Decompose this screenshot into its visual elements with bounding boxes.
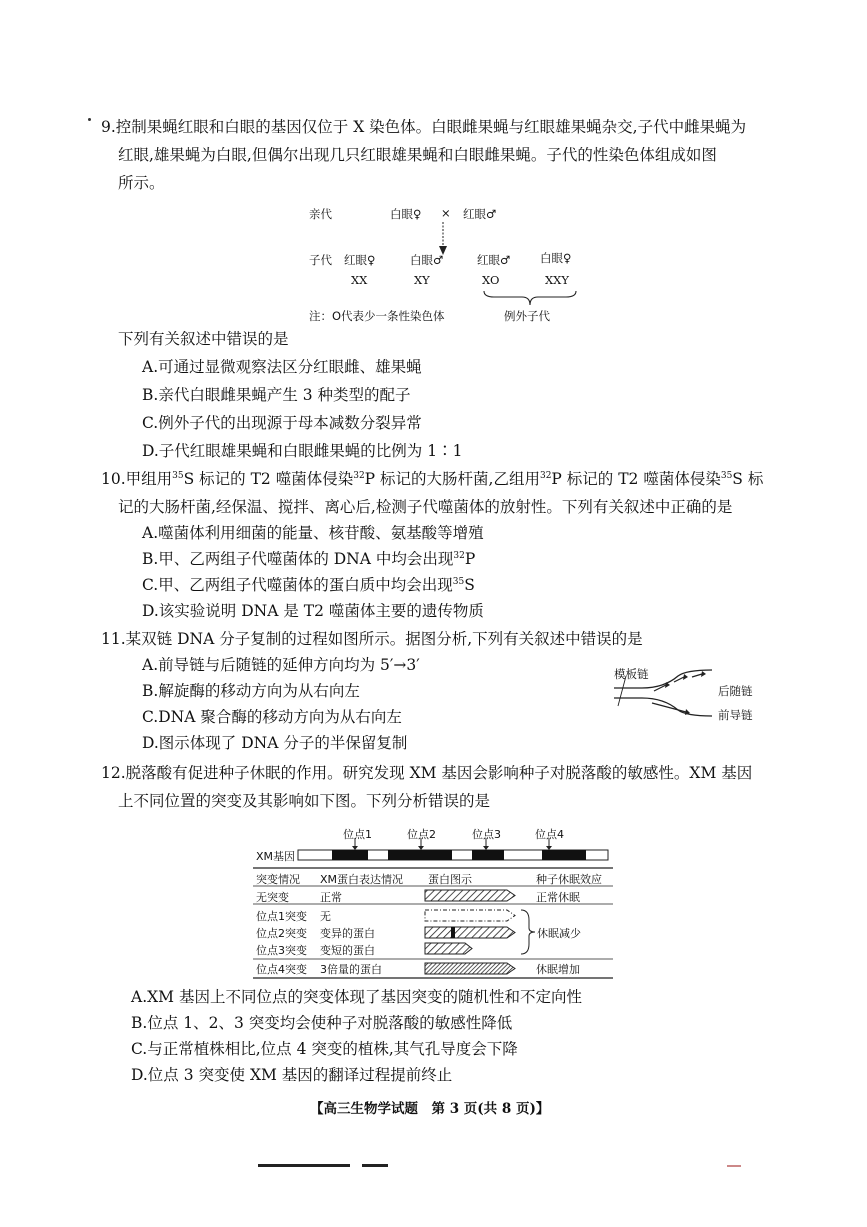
q9-child-3-pheno: 红眼♂ xyxy=(477,253,511,267)
bottom-scan-line-1 xyxy=(258,1164,350,1167)
q11-option-d: D.图示体现了 DNA 分子的半保留复制 xyxy=(142,734,408,752)
q10-option-d: D.该实验说明 DNA 是 T2 噬菌体主要的遗传物质 xyxy=(142,602,484,620)
q9-stem-line3: 所示。 xyxy=(118,174,165,192)
q9-note: 注：O代表少一条性染色体 xyxy=(309,309,445,323)
q9-option-b: B.亲代白眼雌果蝇产生 3 种类型的配子 xyxy=(142,386,411,404)
q12-option-a: A.XM 基因上不同位点的突变体现了基因突变的随机性和不定向性 xyxy=(131,988,582,1006)
q12-row4-expression: 变短的蛋白 xyxy=(320,944,375,957)
q12-site-4: 位点4 xyxy=(535,828,564,841)
q9-child-label: 子代 xyxy=(309,253,332,267)
q12-row3-mutation: 位点2突变 xyxy=(256,927,307,940)
q9-cross-symbol: × xyxy=(441,206,451,220)
q10-option-a: A.噬菌体利用细菌的能量、核苷酸、氨基酸等增殖 xyxy=(142,524,484,542)
q9-exception-label: 例外子代 xyxy=(504,309,550,323)
q12-row5-expression: 3倍量的蛋白 xyxy=(320,963,382,976)
q12-header-effect: 种子休眠效应 xyxy=(536,873,602,886)
q12-row1-expression: 正常 xyxy=(320,891,342,904)
q12-header-expression: XM蛋白表达情况 xyxy=(320,873,404,886)
q12-site-1: 位点1 xyxy=(343,828,372,841)
margin-dot xyxy=(88,118,91,121)
q12-header-protein: 蛋白图示 xyxy=(428,873,472,886)
q10-stem-line1: 10.甲组用$^{35}$S 标记的 T2 噬菌体侵染$^{32}$P 标记的大肠杆菌,乙组用$^{32}$P 标记的 T2 噬菌体侵染$^{35}$S 标 xyxy=(101,470,764,488)
q12-gene-diagram xyxy=(296,838,612,864)
q11-option-c: C.DNA 聚合酶的移动方向为从右向左 xyxy=(142,708,402,726)
q9-child-1-geno: XX xyxy=(351,273,368,287)
bottom-scan-mark xyxy=(727,1165,741,1167)
q12-row1-effect: 正常休眠 xyxy=(536,891,580,904)
q9-exception-brace xyxy=(482,289,578,307)
q9-prompt: 下列有关叙述中错误的是 xyxy=(118,330,289,348)
q12-row2-expression: 无 xyxy=(320,910,331,923)
q12-option-c: C.与正常植株相比,位点 4 突变的植株,其气孔导度会下降 xyxy=(131,1040,518,1058)
q9-cross-arrow xyxy=(436,222,450,256)
q12-option-b: B.位点 1、2、3 突变均会使种子对脱落酸的敏感性降低 xyxy=(131,1014,513,1032)
q9-child-2-geno: XY xyxy=(414,273,430,287)
q12-row5-effect: 休眠增加 xyxy=(536,963,580,976)
q10-option-b: B.甲、乙两组子代噬菌体的 DNA 中均会出现$^{32}$P xyxy=(142,550,476,568)
q12-site-2: 位点2 xyxy=(407,828,436,841)
q9-option-c: C.例外子代的出现源于母本减数分裂异常 xyxy=(142,414,422,432)
q9-child-2-pheno: 白眼♂ xyxy=(410,253,444,267)
q11-label-lagging: 后随链 xyxy=(718,684,753,698)
q12-site-3: 位点3 xyxy=(472,828,501,841)
q9-option-a: A.可通过显微观察法区分红眼雌、雄果蝇 xyxy=(142,358,422,376)
q9-parent-male: 红眼♂ xyxy=(463,207,497,221)
q9-child-4-geno: XXY xyxy=(545,273,569,287)
bottom-scan-line-2 xyxy=(362,1164,388,1167)
q10-stem-line2: 记的大肠杆菌,经保温、搅拌、离心后,检测子代噬菌体的放射性。下列有关叙述中正确的是 xyxy=(118,498,733,516)
q9-stem-line1: 9.控制果蝇红眼和白眼的基因仅位于 X 染色体。白眼雌果蝇与红眼雄果蝇杂交,子代中雌果蝇为 xyxy=(101,118,747,136)
q12-option-d: D.位点 3 突变使 XM 基因的翻译过程提前终止 xyxy=(131,1066,453,1084)
q10-option-c: C.甲、乙两组子代噬菌体的蛋白质中均会出现$^{35}$S xyxy=(142,576,475,594)
q11-label-leading: 前导链 xyxy=(718,708,753,722)
q12-stem-line2: 上不同位置的突变及其影响如下图。下列分析错误的是 xyxy=(118,792,491,810)
q12-row5-mutation: 位点4突变 xyxy=(256,963,307,976)
q11-label-template: 模板链 xyxy=(614,667,649,681)
q12-stem-line1: 12.脱落酸有促进种子休眠的作用。研究发现 XM 基因会影响种子对脱落酸的敏感性。XM 基因 xyxy=(101,764,753,782)
q12-reduced-effect: 休眠减少 xyxy=(537,927,581,940)
page-footer: 【高三生物学试题 第 3 页(共 8 页)】 xyxy=(310,1101,550,1117)
q9-child-3-geno: XO xyxy=(482,273,500,287)
q9-option-d: D.子代红眼雄果蝇和白眼雌果蝇的比例为 1∶1 xyxy=(142,442,463,460)
q12-header-mutation: 突变情况 xyxy=(256,873,300,886)
q9-parent-female: 白眼♀ xyxy=(390,207,422,221)
q9-stem-line2: 红眼,雄果蝇为白眼,但偶尔出现几只红眼雄果蝇和白眼雌果蝇。子代的性染色体组成如图 xyxy=(118,146,717,164)
q9-parent-label: 亲代 xyxy=(309,207,332,221)
q12-gene-label: XM基因 xyxy=(256,850,296,863)
q9-child-4-pheno: 白眼♀ xyxy=(540,251,572,265)
q9-child-1-pheno: 红眼♀ xyxy=(344,253,376,267)
q11-stem: 11.某双链 DNA 分子复制的过程如图所示。据图分析,下列有关叙述中错误的是 xyxy=(101,630,643,648)
q12-row2-mutation: 位点1突变 xyxy=(256,910,307,923)
q12-row4-mutation: 位点3突变 xyxy=(256,944,307,957)
q11-option-a: A.前导链与后随链的延伸方向均为 5′→3′ xyxy=(142,656,420,674)
q11-option-b: B.解旋酶的移动方向为从右向左 xyxy=(142,682,360,700)
q12-row3-expression: 变异的蛋白 xyxy=(320,927,375,940)
q12-row1-mutation: 无突变 xyxy=(256,891,289,904)
